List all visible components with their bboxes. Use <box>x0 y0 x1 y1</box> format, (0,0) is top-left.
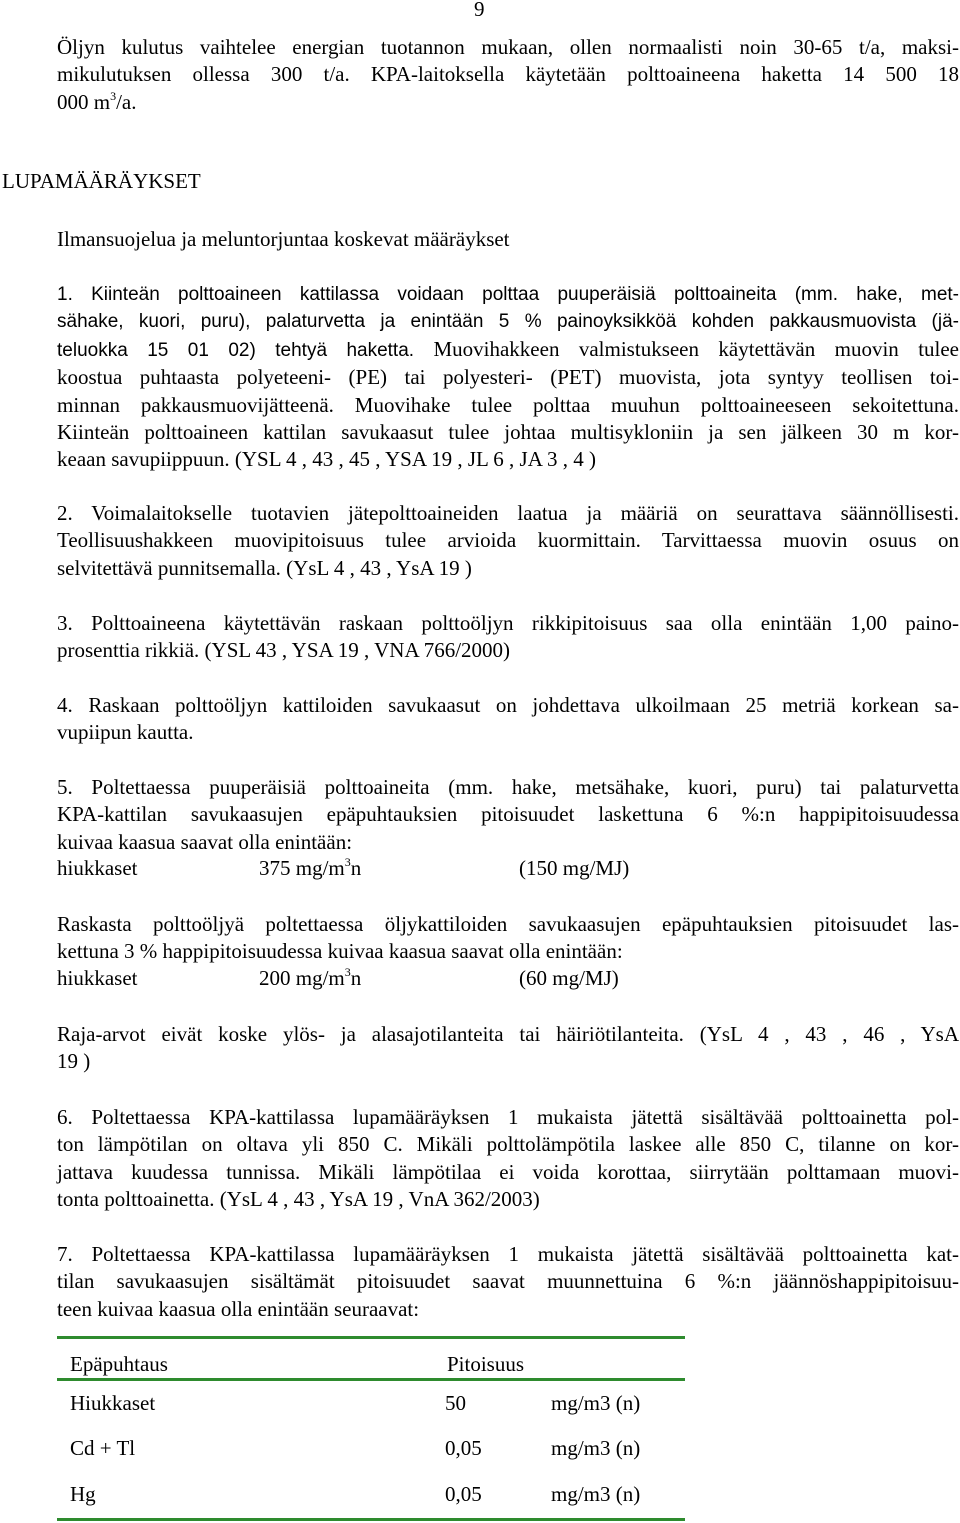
regulation-7 <box>57 1241 959 1323</box>
regulation-1 <box>57 281 959 474</box>
limit-row-2-value <box>259 966 361 991</box>
limit-row-1-amount: 375 mg/m <box>259 856 345 880</box>
table-row-1-unit: mg/m3 (n) <box>551 1391 641 1415</box>
intro-paragraph <box>57 34 959 116</box>
table-row-2-value: 0,05 <box>445 1436 482 1460</box>
table-row-3-value: 0,05 <box>445 1482 482 1506</box>
intro-amount: 000 m <box>57 89 111 114</box>
reg1-line-3 <box>57 336 959 364</box>
table-row-1-value: 50 <box>445 1391 466 1415</box>
regulation-5 <box>57 774 959 856</box>
reg4-line-1: 4. Raskaan polttoöljyn kattiloiden savukaasut on johdettava ulkoilmaan 25 metriä korkean sa- <box>57 693 959 717</box>
limit-row-2-extra: (60 mg/MJ) <box>519 966 619 990</box>
limit-row-1-extra: (150 mg/MJ) <box>519 856 630 880</box>
reg5b-line-2: kettuna 3 % happipitoisuudessa kuivaa kaasua saavat olla enintään: <box>57 939 623 964</box>
reg5-line-2: KPA-kattilan savukaasujen epäpuhtauksien pitoisuudet laskettuna 6 %:n happipitoisuudessa <box>57 802 959 827</box>
table-bottom-rule <box>57 1518 685 1521</box>
reg5c-line-1: Raja-arvot eivät koske ylös- ja alasajotilanteita tai häiriötilanteita. (YsL 4 , 43 , 46 , YsA <box>57 1022 959 1046</box>
reg5-line-3: kuivaa kaasua saavat olla enintään: <box>57 829 353 854</box>
reg1-line-4: koostua puhtaasta polyeteeni- (PE) tai polyesteri- (PET) muovista, jota syntyy teollisen toi- <box>57 365 959 390</box>
intro-superscript: 3 <box>110 88 117 103</box>
reg2-line-3: selvitettävä punnitsemalla. (YsL 4 , 43 , YsA 19 ) <box>57 555 472 580</box>
table-row-3-name: Hg <box>70 1482 96 1506</box>
reg1-line-3b: Muovihakkeen valmistukseen käytettävän muovin tulee <box>433 336 960 361</box>
intro-unit: /a. <box>116 89 137 114</box>
reg5-line-1: 5. Poltettaessa puuperäisiä polttoaineita (mm. hake, metsähake, kuori, puru) tai palaturvetta <box>57 775 959 799</box>
reg4-line-2: vupiipun kautta. <box>57 720 194 745</box>
reg6-line-2: ton lämpötilan on oltava yli 850 C. Mikäli polttolämpötila laskee alle 850 C, tilanne on kor- <box>57 1132 959 1157</box>
table-header-rule <box>57 1378 685 1381</box>
table-header-pollutant: Epäpuhtaus <box>70 1352 168 1376</box>
reg1-line-2: sähake, kuori, puru), palaturvetta ja enintään 5 % painoyksikköä kohden pakkausmuovista (jä- <box>57 311 959 333</box>
intro-line-2: mikulutuksen ollessa 300 t/a. KPA-laitoksella käytetään polttoaineena haketta 14 500 18 <box>57 62 959 87</box>
reg2-line-2: Teollisuushakkeen muovipitoisuus tulee arvioida kuormittain. Tarvittaessa muovin osuus on <box>57 528 959 553</box>
intro-line-1: Öljyn kulutus vaihtelee energian tuotannon mukaan, ollen normaalisti noin 30-65 t/a, maksi- <box>57 35 959 59</box>
limit-row-2-amount: 200 mg/m <box>259 966 345 990</box>
section-heading: LUPAMÄÄRÄYKSET <box>2 169 201 193</box>
limit-row-1-suffix: n <box>350 856 362 880</box>
reg1-line-7: keaan savupiippuun. (YSL 4 , 43 , 45 , YSA 19 , JL 6 , JA 3 , 4 ) <box>57 447 596 472</box>
limit-row-1-superscript: 3 <box>344 855 351 869</box>
regulation-3 <box>57 610 959 665</box>
table-row-2-name: Cd + Tl <box>70 1436 136 1460</box>
page-number: 9 <box>474 0 485 21</box>
regulation-2 <box>57 500 959 582</box>
limit-row-2-superscript: 3 <box>344 965 351 979</box>
reg6-line-1: 6. Poltettaessa KPA-kattilassa lupamääräyksen 1 mukaista jätettä sisältävää polttoainetta pol- <box>57 1105 959 1129</box>
regulation-4 <box>57 692 959 747</box>
limit-row-2-suffix: n <box>350 966 362 990</box>
reg1-line-1: 1. Kiinteän polttoaineen kattilassa voidaan polttaa puuperäisiä polttoaineita (mm. hake, met- <box>57 284 959 305</box>
reg7-line-2: tilan savukaasujen sisältämät pitoisuudet saavat muunnettuina 6 %:n jäännöshappipitoisuu- <box>57 1269 959 1294</box>
reg7-line-1: 7. Poltettaessa KPA-kattilassa lupamääräyksen 1 mukaista jätettä sisältävää polttoainetta kat- <box>57 1242 959 1266</box>
section-subheading: Ilmansuojelua ja meluntorjuntaa koskevat määräykset <box>57 227 510 251</box>
table-header-concentration: Pitoisuus <box>447 1352 525 1376</box>
table-row-2-unit: mg/m3 (n) <box>551 1436 641 1460</box>
reg2-line-1: 2. Voimalaitokselle tuotavien jätepolttoaineiden laatua ja määriä on seurattava säännöllisesti. <box>57 501 959 525</box>
table-row-3-unit: mg/m3 (n) <box>551 1482 641 1506</box>
limit-row-1-value <box>259 856 361 881</box>
limit-row-1-label: hiukkaset <box>57 856 138 880</box>
reg7-line-3: teen kuivaa kaasua olla enintään seuraavat: <box>57 1296 420 1321</box>
reg3-line-2: prosenttia rikkiä. (YSL 43 , YSA 19 , VNA 766/2000) <box>57 638 511 663</box>
reg1-line-3a: teluokka 15 01 02) tehtyä haketta. <box>57 339 415 361</box>
reg6-line-4: tonta polttoainetta. (YsL 4 , 43 , YsA 19 , VnA 362/2003) <box>57 1187 540 1212</box>
table-top-rule <box>57 1336 685 1339</box>
limit-row-2-label: hiukkaset <box>57 966 138 990</box>
regulation-5b <box>57 911 959 966</box>
reg1-line-5: minnan pakkausmuovijätteenä. Muovihake tulee polttaa muuhun polttoaineeseen sekoitettuna. <box>57 392 959 417</box>
reg5c-line-2: 19 ) <box>57 1049 91 1074</box>
reg5b-line-1: Raskasta polttoöljyä poltettaessa öljykattiloiden savukaasujen epäpuhtauksien pitoisuudet las- <box>57 912 959 936</box>
regulation-6 <box>57 1104 959 1214</box>
reg6-line-3: jattava kuudessa tunnissa. Mikäli lämpötilaa ei voida korottaa, siirrytään polttamaan muovi- <box>57 1159 959 1184</box>
intro-line-3 <box>57 89 959 116</box>
reg3-line-1: 3. Polttoaineena käytettävän raskaan polttoöljyn rikkipitoisuus saa olla enintään 1,00 paino- <box>57 611 959 635</box>
reg1-line-6: Kiinteän polttoaineen kattilan savukaasut tulee johtaa multisykloniin ja sen jälkeen 30 m kor- <box>57 420 959 445</box>
regulation-5c <box>57 1021 959 1076</box>
table-row-1-name: Hiukkaset <box>70 1391 156 1415</box>
